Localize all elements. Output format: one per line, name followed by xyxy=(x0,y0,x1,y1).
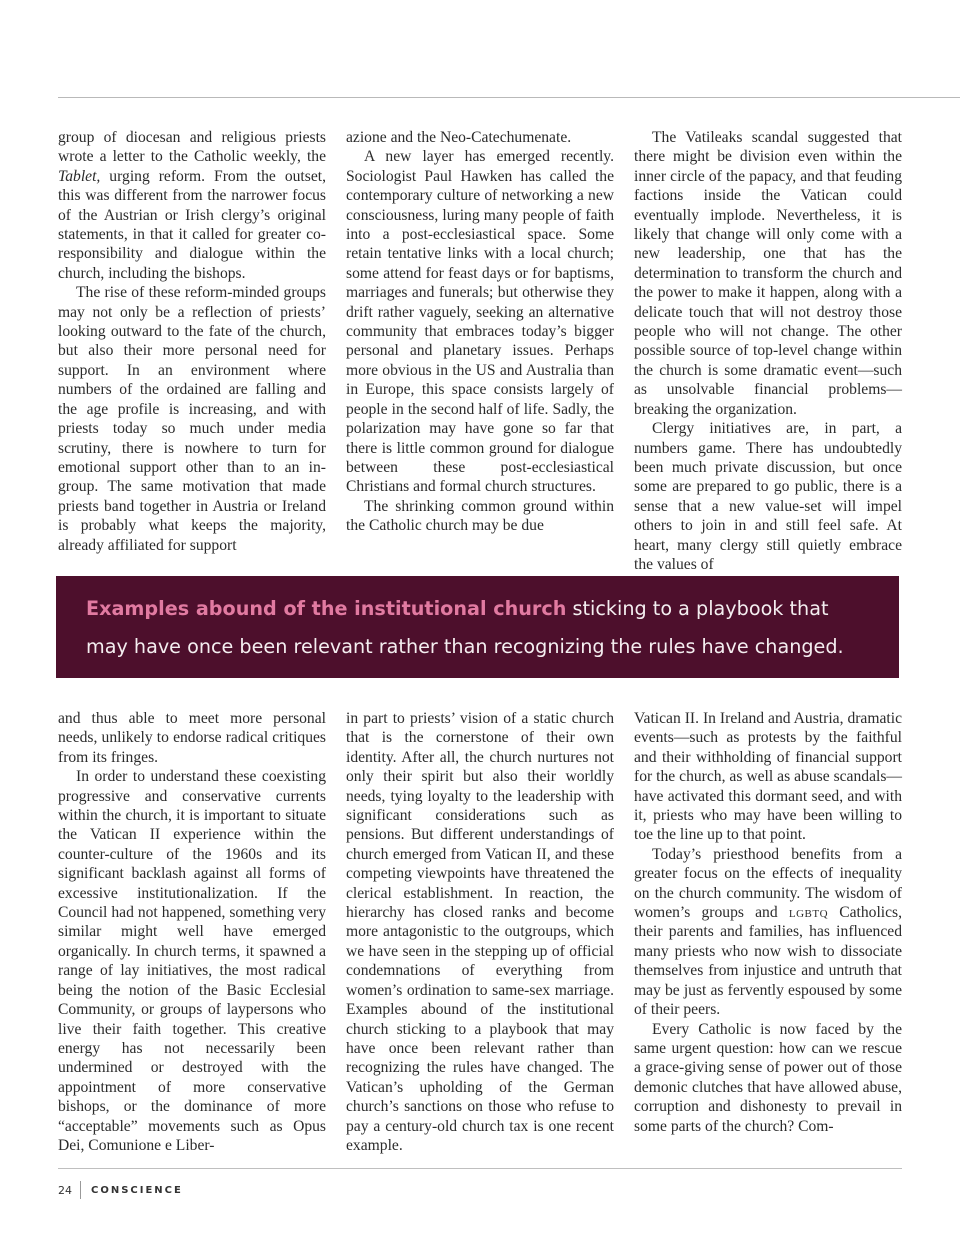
paragraph: The shrinking common ground within the Catholic church may be due xyxy=(346,497,614,535)
footer-divider xyxy=(80,1181,81,1199)
column-1-bottom xyxy=(58,709,326,1155)
column-3-top xyxy=(634,128,902,574)
upper-columns xyxy=(58,128,902,574)
column-3-bottom xyxy=(634,709,902,1155)
pull-quote xyxy=(56,576,899,678)
paragraph: Every Catholic is now faced by the same urgent question: how can we rescue a grace-giving sense of power out of those demonic clutches that have allowed abuse, corruption and dishonesty to prevail in some parts of the church? Com- xyxy=(634,1020,902,1135)
acronym: lgbtq xyxy=(788,904,829,922)
paragraph: and thus able to meet more personal needs, unlikely to endorse radical critiques from its fringes. xyxy=(58,710,326,766)
paragraph: azione and the Neo-Catechumenate. xyxy=(346,129,572,146)
magazine-name: CONSCIENCE xyxy=(91,1184,183,1196)
column-2-top xyxy=(346,128,614,574)
paragraph: Vatican II. In Ireland and Austria, dramatic events—such as protests by the faithful and their withholding of financial support for the church, as well as abuse scandals—have activated this dormant seed, and with it, priests who may have been willing to toe the line up to that point. xyxy=(634,710,902,844)
paragraph: in part to priests’ vision of a static church that is the cornerstone of their own identity. After all, the church nurtures not only their spirit but also their worldly needs, tying loyalty to the leadership with significant considerations such as pensions. But different understandings of church emerged from Vatican II, and these competing viewpoints have threatened the clerical establishment. In reaction, the hierarchy has closed ranks and become more antagonistic to the outgroups, which we have seen in the stepping up of official condemnations of everything from women’s ordination to same-sex marriage. Examples abound of the institutional church sticking to a playbook that may have once been relevant rather than recognizing the rules have changed. The Vatican’s upholding of the German church’s sanctions on those who refuse to pay a century-old church tax is one recent example. xyxy=(346,710,614,1154)
page-number: 24 xyxy=(58,1183,72,1197)
pull-quote-text: sticking to a playbook that may have once been relevant rather than recognizing the rules have changed. xyxy=(86,597,844,658)
header-rule xyxy=(58,97,960,98)
pull-quote-highlight: Examples abound of the institutional church xyxy=(86,597,567,620)
footer-rule xyxy=(58,1168,902,1169)
paragraph: A new layer has emerged recently. Sociologist Paul Hawken has called the contemporary culture of networking a new consciousness, luring many people of faith into a post-ecclesiastical space. Some retain tentative links with a local church; some attend for feast days or for baptisms, marriages and funerals; but otherwise they drift rather vaguely, seeking an alternative community that embraces today’s bigger personal and planetary issues. Perhaps more obvious in the US and Australia than in Europe, this space consists largely of people in the second half of life. Sadly, the polarization may have gone so far that there is little common ground for dialogue between these post-ecclesiastical Christians and formal church structures. xyxy=(346,148,614,496)
page-footer xyxy=(58,1181,183,1199)
column-2-bottom xyxy=(346,709,614,1155)
paragraph: group of diocesan and religious priests wrote a letter to the Catholic weekly, the Tablet, urging reform. From the outset, this was different from the narrower focus of the Austrian or Irish clergy’s original statements, in that it called for greater co-responsibility and dialogue within the church, including the bishops. xyxy=(58,129,326,282)
paragraph: The Vatileaks scandal suggested that there might be division even within the inner circle of the papacy, and that feuding factions inside the Vatican could eventually implode. Nevertheless, it is likely that change will only come with a new leadership, one that has the determination to transform the church and the power to make it happen, along with a delicate touch that will not destroy those people who will not change. The other possible source of top-level change within the church is some dramatic event—such as unsolvable financial problems—breaking the organization. xyxy=(634,129,902,418)
lower-columns xyxy=(58,709,902,1155)
paragraph: The rise of these reform-minded groups may not only be a reflection of priests’ looking outward to the fate of the church, but also their more personal need for support. In an environment where numbers of the ordained are falling and the age profile is increasing, and with priests today so much under media scrutiny, there is nowhere to turn for emotional support other than to an in-group. The same motivation that made priests band together in Austria or Ireland is probably what keeps the majority, already affiliated for support xyxy=(58,284,326,554)
paragraph: Today’s priesthood benefits from a greater focus on the effects of inequality on the church community. The wisdom of women’s groups and lgbtq Catholics, their parents and families, has influenced many priests who now wish to dissociate themselves from injustice and untruth that may be just as fervently espoused by some of their peers. xyxy=(634,845,903,1019)
column-1-top xyxy=(58,128,326,574)
paragraph: Clergy initiatives are, in part, a numbers game. There has undoubtedly been much private discussion, but once some are prepared to go public, there is a sense that a new value-set will impel others to join in and still feel safe. At heart, many clergy still quietly embrace the values of xyxy=(634,420,902,573)
paragraph: In order to understand these coexisting progressive and conservative currents within the church, it is important to situate the Vatican II experience within the counter-culture of the 1960s and its significant backlash against all forms of excessive institutionalization. If the Council had not happened, something very similar might well have emerged organically. In church terms, it spawned a range of lay initiatives, the most radical being the notion of the Basic Ecclesial Community, or groups of laypersons who live their faith together. This creative energy has not necessarily been undermined or destroyed with the appointment of more conservative bishops, or the dominance of more “acceptable” movements such as Opus Dei, Comunione e Liber- xyxy=(58,768,326,1154)
publication-title: Tablet, xyxy=(58,167,101,185)
